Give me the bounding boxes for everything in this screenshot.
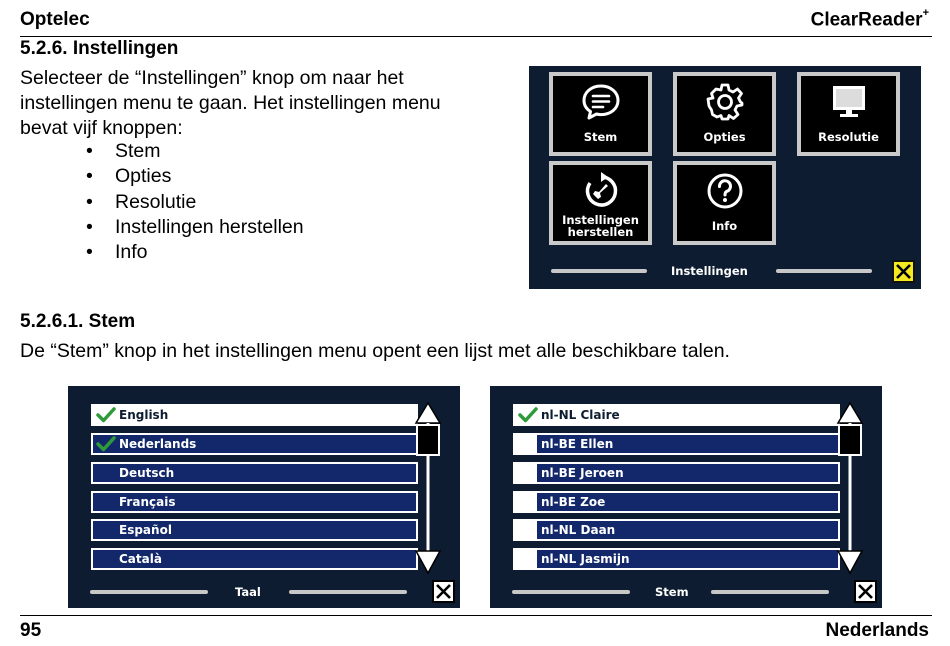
question-icon xyxy=(677,171,772,211)
list-item-label: nl-BE Jeroen xyxy=(541,466,624,480)
gear-icon xyxy=(677,82,772,122)
bullet-dot: • xyxy=(86,190,93,213)
tile-label: Opties xyxy=(703,130,746,144)
close-button[interactable] xyxy=(432,580,455,603)
voice-menu-title: Stem xyxy=(655,585,689,599)
voice-item-nl-be-jeroen[interactable] xyxy=(513,462,840,484)
subsection-heading: 5.2.6.1. Stem xyxy=(20,311,136,332)
list-item xyxy=(86,190,304,215)
list-item-label: Français xyxy=(119,495,176,509)
monitor-icon xyxy=(801,82,896,122)
blank-marker xyxy=(515,464,537,482)
bullet-dot: • xyxy=(86,165,93,188)
settings-menu-title: Instellingen xyxy=(671,264,748,278)
list-item-label: nl-NL Claire xyxy=(541,408,620,422)
tile-label xyxy=(553,214,648,238)
reset-wrench-icon xyxy=(553,171,648,211)
bullet-dot: • xyxy=(86,215,93,238)
bullet-dot: • xyxy=(86,140,93,162)
page-number: 95 xyxy=(20,620,42,641)
info-button[interactable] xyxy=(673,161,776,245)
list-item-label: Resolutie xyxy=(115,190,197,213)
product-name-sup: + xyxy=(922,7,929,19)
section-intro: Selecteer de “Instellingen” knop om naar het instellingen menu te gaan. Het instellingen menu bevat vijf knoppen: xyxy=(20,67,441,139)
scroll-down-arrow-icon xyxy=(838,551,862,573)
checkmark-icon xyxy=(96,435,116,453)
list-item-label: Opties xyxy=(115,165,172,188)
footer-rule xyxy=(20,615,932,616)
instellingen-herstellen-button[interactable] xyxy=(549,161,652,245)
list-item-label: nl-NL Jasmijn xyxy=(541,552,630,566)
blank-marker xyxy=(515,493,537,511)
list-item xyxy=(86,164,304,189)
list-item-label: Instellingen herstellen xyxy=(115,215,304,238)
voice-list-screen xyxy=(490,386,882,608)
language-list-screen xyxy=(68,386,460,608)
header-brand-right xyxy=(811,9,929,31)
close-button[interactable] xyxy=(892,260,915,283)
bottom-bar-line-left xyxy=(551,269,647,273)
opties-button[interactable] xyxy=(673,72,776,156)
blank-marker xyxy=(515,435,537,453)
list-item xyxy=(86,139,304,164)
list-item-label: Deutsch xyxy=(119,466,175,480)
list-item xyxy=(86,240,304,265)
list-item-label: English xyxy=(119,408,169,422)
checkmark-icon xyxy=(518,406,538,424)
list-item-label: nl-BE Ellen xyxy=(541,437,614,451)
bottom-bar-line-left xyxy=(512,590,630,594)
blank-marker xyxy=(515,521,537,539)
list-item-label: Català xyxy=(119,552,162,566)
voice-item-nl-be-ellen[interactable] xyxy=(513,433,840,455)
scroll-down-arrow-icon xyxy=(416,551,440,573)
voice-item-nl-nl-daan[interactable] xyxy=(513,519,840,541)
speech-bubble-icon xyxy=(553,82,648,122)
scrollbar[interactable] xyxy=(413,401,443,576)
button-list xyxy=(86,139,304,265)
tile-label-line1: Instellingen xyxy=(562,213,639,227)
resolutie-button[interactable] xyxy=(797,72,900,156)
scroll-thumb xyxy=(417,425,439,455)
bottom-bar-line-left xyxy=(90,590,208,594)
voice-item-nl-nl-jasmijn[interactable] xyxy=(513,548,840,570)
voice-item-nl-nl-claire[interactable] xyxy=(513,404,840,426)
header-brand-left: Optelec xyxy=(20,9,90,30)
list-item-label: Español xyxy=(119,523,172,537)
settings-menu-screen xyxy=(529,66,921,289)
list-item-label: nl-NL Daan xyxy=(541,523,616,537)
tile-label: Info xyxy=(711,219,738,233)
language-item-deutsch[interactable] xyxy=(91,462,418,484)
bottom-bar-line-right xyxy=(289,590,407,594)
bottom-bar-line-right xyxy=(776,269,872,273)
list-item xyxy=(86,215,304,240)
product-name: ClearReader xyxy=(810,9,923,31)
close-icon xyxy=(435,583,452,600)
scroll-thumb xyxy=(839,425,861,455)
language-item-nederlands[interactable] xyxy=(91,433,418,455)
list-item-label: Stem xyxy=(115,140,161,162)
close-button[interactable] xyxy=(854,580,877,603)
bottom-bar-line-right xyxy=(711,590,829,594)
language-item-catala[interactable] xyxy=(91,548,418,570)
section-heading: 5.2.6. Instellingen xyxy=(20,38,179,59)
language-menu-title: Taal xyxy=(235,585,261,599)
close-icon xyxy=(857,583,874,600)
stem-button[interactable] xyxy=(549,72,652,156)
language-item-francais[interactable] xyxy=(91,491,418,513)
list-item-label: Nederlands xyxy=(119,437,197,451)
bullet-dot: • xyxy=(86,241,93,264)
header-rule xyxy=(20,36,932,37)
scroll-up-arrow-icon xyxy=(416,403,440,423)
scrollbar[interactable] xyxy=(835,401,865,576)
checkmark-icon xyxy=(96,406,116,424)
close-icon xyxy=(895,263,912,280)
tile-label: Resolutie xyxy=(818,130,879,144)
scroll-up-arrow-icon xyxy=(838,403,862,423)
language-item-english[interactable] xyxy=(91,404,418,426)
language-item-espanol[interactable] xyxy=(91,519,418,541)
tile-label: Stem xyxy=(583,130,618,144)
list-item-label: nl-BE Zoe xyxy=(541,495,606,509)
tile-label-line2: herstellen xyxy=(567,225,634,239)
subsection-text: De “Stem” knop in het instellingen menu opent een lijst met alle beschikbare talen. xyxy=(20,340,730,362)
voice-item-nl-be-zoe[interactable] xyxy=(513,491,840,513)
footer-language: Nederlands xyxy=(825,620,929,641)
list-item-label: Info xyxy=(115,241,148,264)
blank-marker xyxy=(515,550,537,568)
